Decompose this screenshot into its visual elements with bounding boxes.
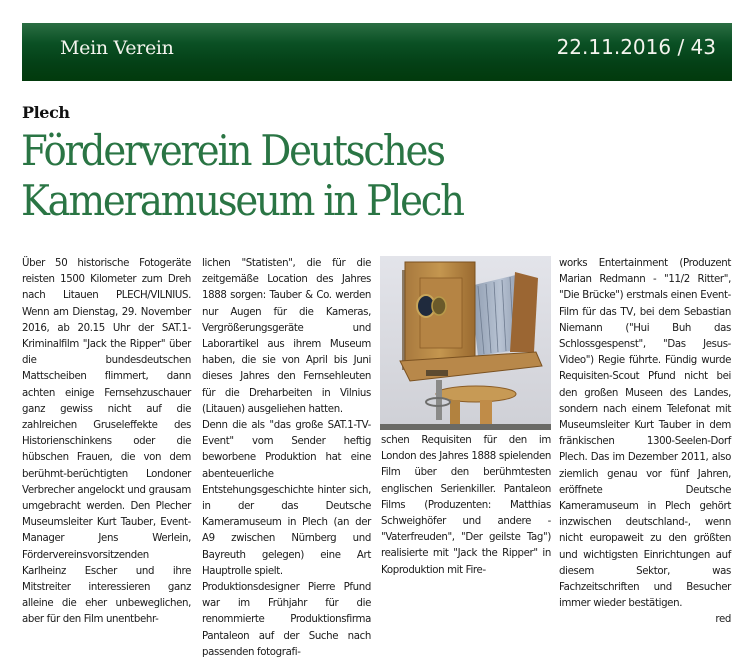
article-headline xyxy=(21,126,683,226)
column-3-paragraph-1: schen Requisiten für den im London des Jahres 1888 spielenden Film über den berühmtesten englischen Serienkiller. Pantaleon Films (Produzenten: Matthias Schweighöfer und andere - "Vaterfreuden", "Der geilste Tag") realisierte mit "Jack the Ripper" in Koproduktion mit Fire- xyxy=(381,435,551,576)
article-column-2 xyxy=(202,256,371,661)
column-1-paragraph-1: Über 50 historische Fotogeräte reisten 1500 Kilometer zum Dreh nach Litauen PLECH/VILNIUS. Wenn am Dienstag, 29. November 2016, ab 20.15 Uhr der SAT.1-Kriminalfilm "Jack the Ripper" über die bundesdeutschen Mattscheiben flimmert, dann achten einige Fernsehzuschauer ganz gewiss nicht auf die zahlreichen Gruseleffekte des Historienschinkens oder die hübschen Frauen, die von dem berühmt-berüchtigten Londoner Verbrecher angelockt und grausam umgebracht werden. Den Plecher Museumsleiter Kurt Tauber, Event-Manager Jens Werlein, Fördervereinsvorsitzenden Karlheinz Escher und ihre Mitstreiter interessieren ganz alleine die eher unbeweglichen, aber für den Film unentbehr- xyxy=(22,258,191,626)
author-signoff: red xyxy=(715,614,731,626)
page-header-bar xyxy=(22,23,732,81)
date-and-page-number: 22.11.2016 / 43 xyxy=(556,35,716,59)
article-kicker: Plech xyxy=(22,103,70,122)
photo-floor xyxy=(380,424,551,430)
article-column-3 xyxy=(381,433,551,579)
base-plate xyxy=(426,370,448,376)
article-column-4 xyxy=(559,256,731,629)
section-title: Mein Verein xyxy=(60,37,174,59)
photo-camera-image-icon xyxy=(380,256,551,430)
headline-line-1: Förderverein Deutsches xyxy=(21,126,444,175)
article-column-1 xyxy=(22,256,191,629)
tripod-crank xyxy=(436,380,442,420)
column-2-paragraph-2: Denn die als "das große SAT.1-TV-Event" vom Sender heftig beworbene Produktion hat eine abenteuerliche Entstehungsgeschichte hinter sich, in der das Deutsche Kameramuseum in Plech (an der A9 zwischen Nürnberg und Bayreuth gelegen) eine Art Hauptrolle spielt. xyxy=(202,420,371,577)
camera-photo xyxy=(380,256,551,430)
column-2-paragraph-3: Produktionsdesigner Pierre Pfund war im Frühjahr für die renommierte Produktionsfirma Pantaleon auf der Suche nach passenden fotografi- xyxy=(202,582,371,658)
column-2-paragraph-1: lichen "Statisten", die für die zeitgemäße Location des Jahres 1888 sorgen: Tauber & Co. werden nur Augen für die Kameras, Vergrößerungsgeräte und Laborartikel aus ihrem Museum haben, die sie von April bis Juni dieses Jahres den Fernsehleuten für die Dreharbeiten in Vilnius (Litauen) ausgeliehen hatten. xyxy=(202,258,371,415)
lens-barrel xyxy=(432,297,446,315)
author-signoff-row xyxy=(559,612,731,628)
column-4-paragraph-1: works Entertainment (Produzent Marian Redmann - "11/2 Ritter", "Die Brücke") erstmals einen Event-Film für das TV, bei dem Sebastian Niemann ("Hui Buh das Schlossgespenst", "Das Jesus-Video") Regie führte. Fündig wurde Requisiten-Scout Pfund nicht bei den großen Museen des Landes, sondern nach einem Telefonat mit Museumsleiter Kurt Tauber in dem fränkischen 1300-Seelen-Dorf Plech. Das im Dezember 2011, also ziemlich genau vor fünf Jahren, eröffnete Deutsche Kameramuseum in Plech gehört inzwischen deutschland-, wenn nicht europaweit zu den größten und wichtigsten Einrichtungen auf diesem Sektor, was Fachzeitschriften und Besucher immer wieder bestätigen. xyxy=(559,258,731,610)
headline-line-2: Kameramuseum in Plech xyxy=(21,176,463,225)
